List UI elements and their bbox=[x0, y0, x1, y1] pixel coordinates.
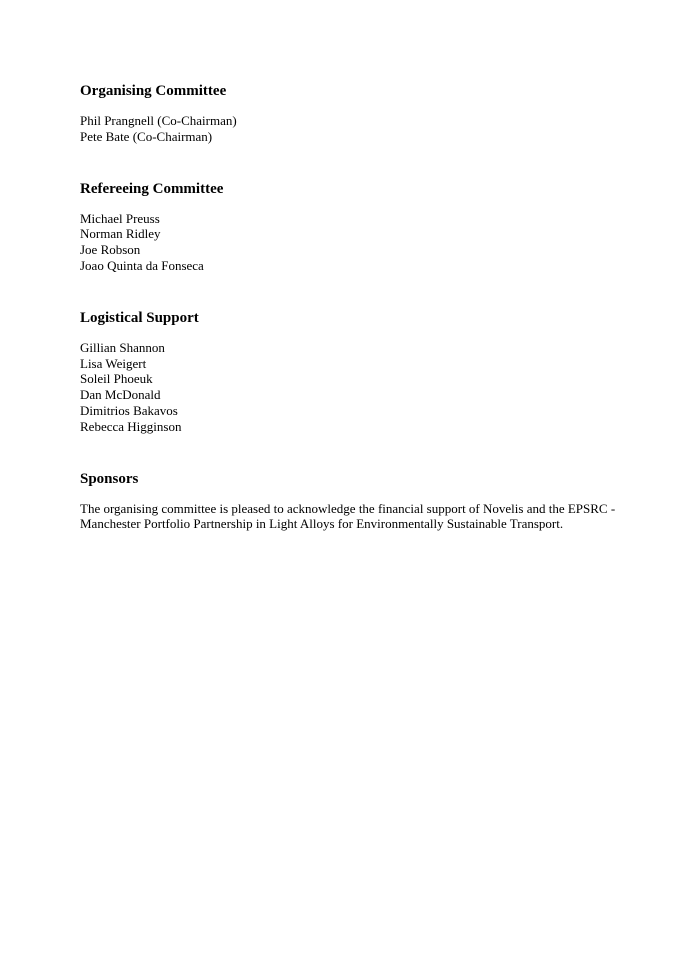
sponsors-section bbox=[80, 469, 620, 533]
support-member: Gillian Shannon bbox=[80, 339, 165, 355]
sponsors-heading: Sponsors bbox=[80, 470, 139, 487]
support-member: Dimitrios Bakavos bbox=[80, 402, 178, 418]
section-spacer bbox=[80, 274, 620, 308]
support-member: Soleil Phoeuk bbox=[80, 371, 153, 387]
organising-committee-heading: Organising Committee bbox=[80, 83, 227, 99]
support-member: Lisa Weigert bbox=[80, 355, 147, 371]
section-spacer bbox=[80, 145, 620, 179]
logistical-support-heading: Logistical Support bbox=[80, 309, 199, 326]
refereeing-committee-heading: Refereeing Committee bbox=[80, 180, 224, 197]
organising-committee-section bbox=[80, 81, 620, 145]
sponsors-paragraph: The organising committee is pleased to acknowledge the financial support of Novelis and the EPSRC -Manchester Portfolio Partnership in Light Alloys for Environmentally Sustainable Transport. bbox=[80, 500, 616, 532]
committee-member: Joe Robson bbox=[80, 242, 141, 258]
committee-member: Michael Preuss bbox=[80, 210, 160, 226]
support-member: Dan McDonald bbox=[80, 387, 161, 403]
section-spacer bbox=[80, 435, 620, 469]
document-page bbox=[80, 81, 620, 532]
logistical-support-section bbox=[80, 308, 620, 435]
committee-member: Phil Prangnell (Co-Chairman) bbox=[80, 113, 237, 128]
refereeing-committee-section bbox=[80, 179, 620, 274]
committee-member: Pete Bate (Co-Chairman) bbox=[80, 128, 213, 144]
committee-member: Joao Quinta da Fonseca bbox=[80, 257, 204, 273]
support-member: Rebecca Higginson bbox=[80, 418, 182, 434]
committee-member: Norman Ridley bbox=[80, 226, 161, 242]
